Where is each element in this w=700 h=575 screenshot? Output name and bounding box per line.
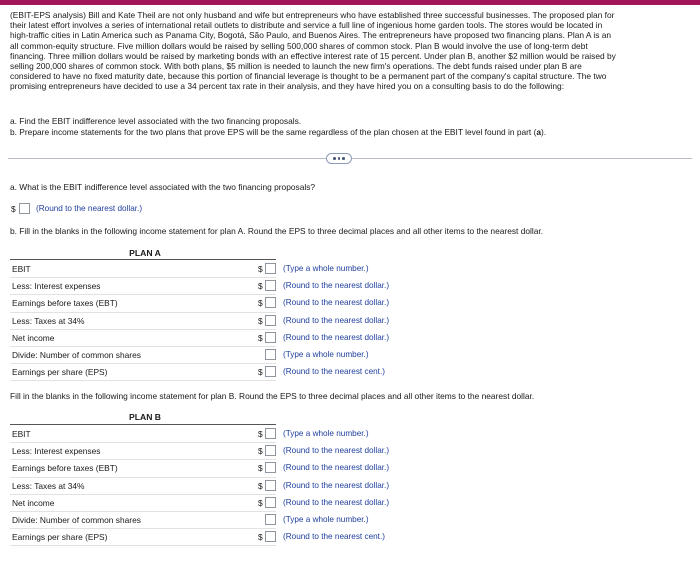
question-a-text: a. What is the EBIT indifference level associated with the two financing proposals? — [10, 182, 316, 192]
problem-statement — [10, 10, 690, 92]
currency-symbol: $ — [11, 204, 16, 214]
plan-a-title: PLAN A — [129, 248, 161, 258]
amount-input[interactable] — [265, 480, 276, 491]
input-hint: (Round to the nearest dollar.) — [36, 204, 143, 213]
input-hint: (Round to the nearest dollar.) — [283, 480, 390, 490]
row-label: Net income — [12, 497, 55, 508]
input-hint: (Round to the nearest cent.) — [283, 532, 385, 542]
question-b-text: b. Fill in the blanks in the following income statement for plan A. Round the EPS to three decimal places and all other items to the nearest dollar. — [10, 226, 544, 236]
input-hint: (Type a whole number.) — [283, 429, 369, 438]
row-separator — [10, 477, 276, 478]
currency-symbol: $ — [258, 367, 263, 378]
currency-symbol: $ — [258, 429, 263, 439]
dot-icon — [333, 157, 336, 160]
row-label: Divide: Number of common shares — [12, 350, 141, 360]
input-hint: (Round to the nearest dollar.) — [283, 298, 390, 308]
currency-symbol: $ — [258, 281, 263, 292]
currency-symbol: $ — [258, 264, 263, 274]
row-separator — [10, 312, 276, 313]
row-separator — [10, 380, 276, 381]
row-label: Less: Interest expenses — [12, 281, 101, 292]
currency-symbol: $ — [258, 298, 263, 309]
problem-line: high-traffic cities in Latin America such as Panama City, Bogotá, São Paulo, and Buenos Aires. The entrepreneurs have proposed two financing plans. Plan A is an — [10, 30, 612, 41]
plan-a-header-rule — [10, 259, 276, 260]
currency-symbol: $ — [258, 497, 263, 508]
row-label: Earnings before taxes (EBT) — [12, 463, 118, 474]
amount-input[interactable] — [265, 263, 276, 274]
input-hint: (Round to the nearest dollar.) — [283, 332, 390, 342]
input-hint: (Round to the nearest dollar.) — [283, 281, 390, 291]
input-hint: (Round to the nearest cent.) — [283, 367, 385, 377]
input-hint: (Type a whole number.) — [283, 350, 369, 359]
amount-input[interactable] — [265, 349, 276, 360]
problem-line: selling 200,000 shares of common stock. With both plans, $5 million is needed to launch the new firm's operations. The debt funds raised under plan B are — [10, 61, 582, 72]
row-separator — [10, 294, 276, 295]
dot-icon — [338, 157, 341, 160]
row-separator — [10, 511, 276, 512]
input-hint: (Round to the nearest dollar.) — [283, 446, 390, 456]
row-separator — [10, 363, 276, 364]
top-accent-bar — [0, 0, 700, 5]
input-hint: (Round to the nearest dollar.) — [283, 497, 390, 507]
part-b-instruction: b. Prepare income statements for the two plans that prove EPS will be the same regardless of the plan chosen at the EBIT level found in part (a). — [10, 126, 547, 137]
currency-symbol: $ — [258, 532, 263, 543]
currency-symbol: $ — [258, 463, 263, 474]
amount-input[interactable] — [265, 428, 276, 439]
currency-symbol: $ — [258, 315, 263, 326]
expand-more-button[interactable] — [326, 153, 352, 164]
amount-input[interactable] — [265, 315, 276, 326]
currency-symbol: $ — [258, 332, 263, 343]
amount-input[interactable] — [265, 514, 276, 525]
problem-line: promising entrepreneurs have decided to use a 34 percent tax rate in their analysis, and they have hired you on a consulting basis to do the following: — [10, 81, 565, 92]
ebit-indifference-input[interactable] — [19, 203, 30, 214]
row-label: Divide: Number of common shares — [12, 515, 141, 525]
plan-b-header-rule — [10, 424, 276, 425]
amount-input[interactable] — [265, 297, 276, 308]
amount-input[interactable] — [265, 332, 276, 343]
currency-symbol: $ — [258, 446, 263, 457]
problem-line: considered to have no fixed maturity date, because this portion of financial leverage is thought to be a permanent part of the company's capital structure. The two — [10, 71, 607, 82]
row-label: Earnings per share (EPS) — [12, 532, 108, 543]
problem-line: financing. Three million dollars would be raised by marketing bonds with an effective interest rate of 15 percent. Under plan B, another $2 million would be raised by — [10, 50, 616, 61]
amount-input[interactable] — [265, 445, 276, 456]
amount-input[interactable] — [265, 280, 276, 291]
part-a-instruction: a. Find the EBIT indifference level associated with the two financing proposals. — [10, 116, 302, 126]
row-separator — [10, 442, 276, 443]
row-separator — [10, 329, 276, 330]
question-b2-text: Fill in the blanks in the following income statement for plan B. Round the EPS to three decimal places and all other items to the nearest dollar. — [10, 391, 535, 401]
row-label: Less: Taxes at 34% — [12, 315, 85, 326]
row-separator — [10, 277, 276, 278]
input-hint: (Round to the nearest dollar.) — [283, 463, 390, 473]
row-label: EBIT — [12, 429, 31, 439]
row-label: Earnings per share (EPS) — [12, 367, 108, 378]
problem-line: their latest effort involves a series of international retail outlets to distribute and service a full line of ingenious home garden tools. The stores would be located in — [10, 20, 603, 31]
amount-input[interactable] — [265, 366, 276, 377]
row-separator — [10, 528, 276, 529]
problem-parts — [10, 116, 690, 137]
row-label: Earnings before taxes (EBT) — [12, 298, 118, 309]
row-separator — [10, 346, 276, 347]
input-hint: (Round to the nearest dollar.) — [283, 315, 390, 325]
row-separator — [10, 494, 276, 495]
row-separator — [10, 545, 276, 546]
row-label: EBIT — [12, 264, 31, 274]
plan-b-title: PLAN B — [129, 412, 161, 422]
currency-symbol: $ — [258, 480, 263, 491]
problem-line: all common-equity structure. Five million dollars would be raised by selling 500,000 shares of common stock. Plan B would involve the use of long-term debt — [10, 40, 588, 51]
input-hint: (Type a whole number.) — [283, 264, 369, 273]
amount-input[interactable] — [265, 497, 276, 508]
row-label: Less: Taxes at 34% — [12, 480, 85, 491]
dot-icon — [342, 157, 345, 160]
problem-line: (EBIT-EPS analysis) Bill and Kate Theil are not only husband and wife but entrepreneurs who have established three successful businesses. The proposed plan for — [10, 10, 615, 20]
amount-input[interactable] — [265, 531, 276, 542]
row-label: Less: Interest expenses — [12, 446, 101, 457]
row-separator — [10, 459, 276, 460]
row-label: Net income — [12, 332, 55, 343]
amount-input[interactable] — [265, 462, 276, 473]
input-hint: (Type a whole number.) — [283, 515, 369, 524]
